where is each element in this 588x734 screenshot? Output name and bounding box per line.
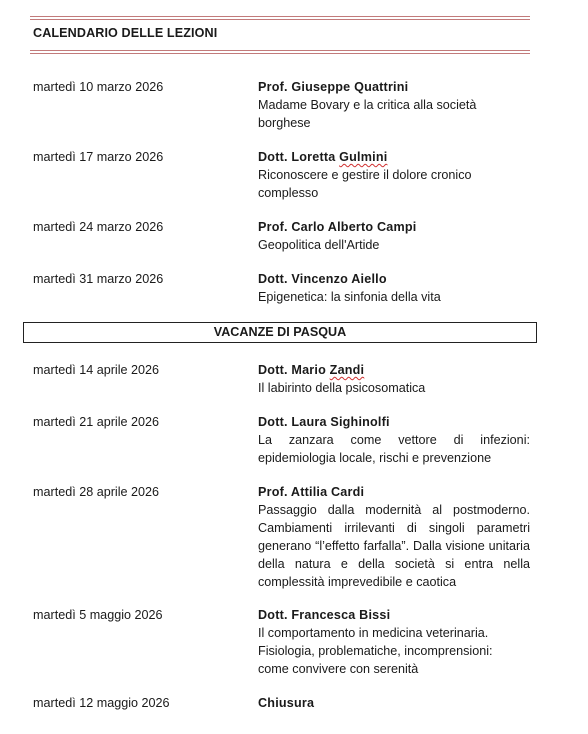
lesson-speaker: Prof. Giuseppe Quattrini: [258, 80, 409, 94]
lesson-topic: Passaggio dalla modernità al postmoderno. Cambiamenti irrilevanti di singoli parametri generano “l’effetto farfalla”. Dalla visione unitaria della natura e della società si entra nella complessità imprevedibile e caotica: [258, 503, 530, 589]
lesson-speaker: [258, 361, 530, 379]
lesson-topic-line: come convivere con serenità: [258, 662, 419, 676]
lesson-speaker: Prof. Attilia Cardi: [258, 485, 365, 499]
lesson-topic: Madame Bovary e la critica alla società borghese: [258, 98, 477, 130]
lesson-date: martedì 31 marzo 2026: [33, 272, 164, 286]
lesson-speaker: Prof. Carlo Alberto Campi: [258, 220, 417, 234]
spellcheck-flagged-word: Gulmini: [339, 150, 388, 164]
title-divider: [30, 50, 530, 54]
lesson-date: martedì 24 marzo 2026: [33, 220, 164, 234]
easter-holiday-banner: VACANZE DI PASQUA: [23, 322, 537, 343]
page-title: CALENDARIO DELLE LEZIONI: [33, 26, 218, 40]
lesson-topic-line: Fisiologia, problematiche, incomprensioni:: [258, 644, 493, 658]
lesson-topic: Epigenetica: la sinfonia della vita: [258, 290, 441, 304]
lesson-date: martedì 12 maggio 2026: [33, 696, 170, 710]
lesson-topic: Il labirinto della psicosomatica: [258, 381, 426, 395]
speaker-name: Dott. Mario: [258, 363, 330, 377]
spellcheck-flagged-word: Zandi: [329, 363, 365, 377]
lesson-topic: La zanzara come vettore di infezioni: epidemiologia locale, rischi e prevenzione: [258, 433, 530, 465]
lesson-date: martedì 17 marzo 2026: [33, 150, 164, 164]
lesson-topic-line: Il comportamento in medicina veterinaria.: [258, 626, 489, 640]
lesson-topic: Geopolitica dell'Artide: [258, 238, 380, 252]
lesson-topic: Riconoscere e gestire il dolore cronico complesso: [258, 168, 472, 200]
lesson-date: martedì 14 aprile 2026: [33, 363, 160, 377]
lesson-speaker: Dott. Vincenzo Aiello: [258, 272, 387, 286]
speaker-name: Dott. Loretta: [258, 150, 340, 164]
lesson-date: martedì 28 aprile 2026: [33, 485, 160, 499]
lesson-speaker: Chiusura: [258, 696, 315, 710]
lesson-speaker: Dott. Francesca Bissi: [258, 608, 391, 622]
lesson-speaker: [258, 148, 530, 166]
lesson-date: martedì 10 marzo 2026: [33, 80, 164, 94]
lesson-speaker: Dott. Laura Sighinolfi: [258, 415, 390, 429]
top-divider: [30, 16, 530, 20]
lesson-date: martedì 21 aprile 2026: [33, 415, 160, 429]
lesson-date: martedì 5 maggio 2026: [33, 608, 163, 622]
